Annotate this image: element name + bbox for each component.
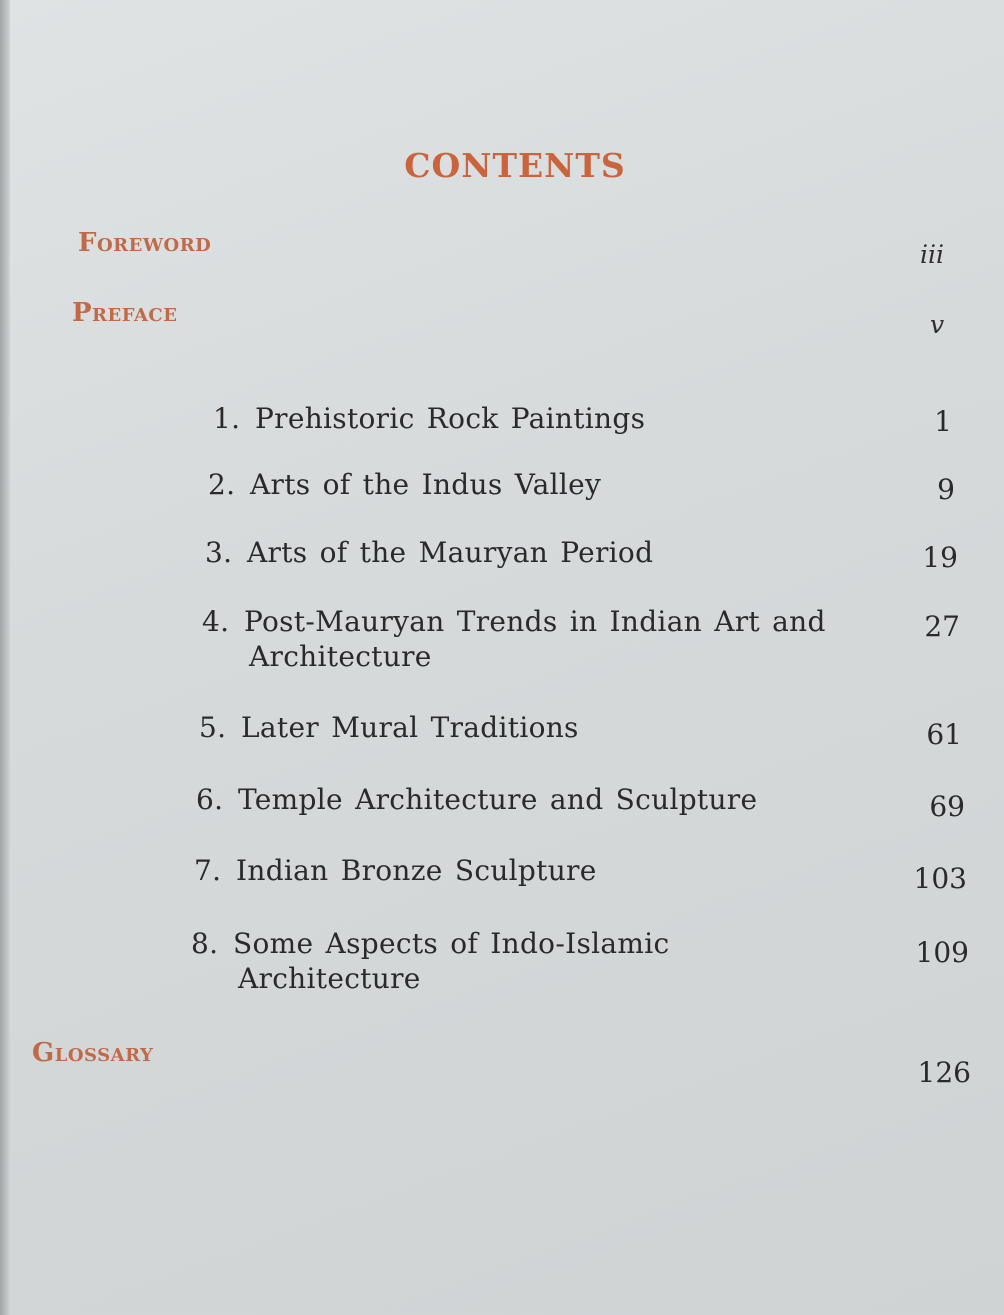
chapter-page-6: 69: [929, 790, 965, 823]
chapter-page-5: 61: [926, 718, 962, 751]
chapter-title-continued: Architecture: [249, 640, 432, 673]
chapter-page-3: 19: [922, 541, 958, 574]
chapter-entry-1: [213, 401, 645, 436]
chapter-title: Arts of the Mauryan Period: [247, 536, 654, 569]
chapter-number: 1.: [213, 402, 241, 435]
chapter-title-continued: Architecture: [238, 962, 421, 995]
chapter-title: Post-Mauryan Trends in Indian Art and: [244, 605, 826, 638]
page-edge: [0, 0, 10, 1315]
chapter-number: 2.: [208, 468, 236, 501]
chapter-entry-6: [196, 782, 757, 817]
chapter-number: 8.: [191, 927, 219, 960]
chapter-number: 5.: [199, 711, 227, 744]
section-glossary: Glossary: [32, 1038, 154, 1068]
chapter-title: Arts of the Indus Valley: [250, 468, 602, 501]
chapter-page-7: 103: [913, 862, 967, 895]
chapter-entry-2: [208, 467, 601, 502]
chapter-page-2: 9: [937, 473, 955, 506]
section-glossary-page: 126: [917, 1056, 971, 1089]
chapter-entry-8: [191, 926, 669, 996]
chapter-title: Temple Architecture and Sculpture: [238, 783, 758, 816]
chapter-title: Some Aspects of Indo-Islamic: [233, 927, 670, 960]
section-foreword: Foreword: [78, 228, 212, 258]
chapter-title: Indian Bronze Sculpture: [236, 854, 597, 887]
chapter-entry-3: [205, 535, 653, 570]
chapter-number: 7.: [194, 854, 222, 887]
chapter-title: Prehistoric Rock Paintings: [255, 402, 646, 435]
chapter-title: Later Mural Traditions: [241, 711, 579, 744]
chapter-number: 3.: [205, 536, 233, 569]
section-preface: Preface: [72, 298, 178, 328]
chapter-entry-4: [202, 604, 826, 674]
chapter-number: 4.: [202, 605, 230, 638]
chapter-page-4: 27: [924, 610, 960, 643]
chapter-number: 6.: [196, 783, 224, 816]
section-preface-page: v: [930, 310, 945, 339]
chapter-page-8: 109: [915, 936, 969, 969]
section-foreword-page: iii: [920, 240, 944, 269]
chapter-page-1: 1: [934, 405, 952, 438]
chapter-entry-5: [199, 710, 579, 745]
page-title: CONTENTS: [404, 146, 626, 185]
chapter-entry-7: [194, 853, 597, 888]
